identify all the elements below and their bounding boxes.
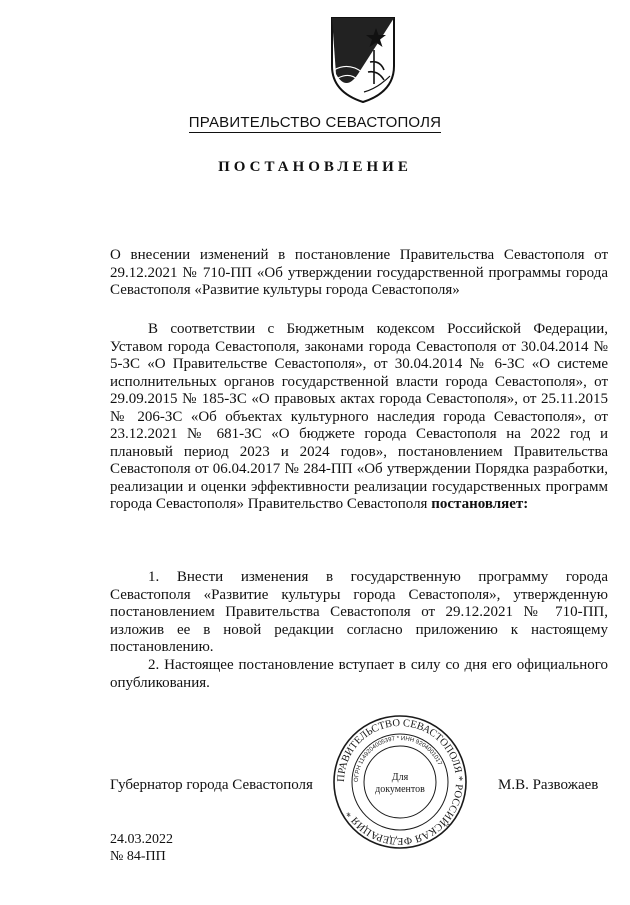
seal-center-line-1: Для [391,772,409,783]
document-date: 24.03.2022 [110,832,173,847]
seal-inner-text: ОГРН 1149204005397 * ИНН 9204001017 [353,735,443,783]
seal-outer-text: ПРАВИТЕЛЬСТВО СЕВАСТОПОЛЯ * РОССИЙСКАЯ ФЕДЕРАЦИЯ * [335,717,465,847]
document-subject: О внесении изменений в постановление Правительства Севастополя от 29.12.2021 № 710-ПП «Об утверждении государственной программы города Севастополя «Развитие культуры города Севастополя» [110,247,608,298]
clause-1: 1. Внести изменения в государственную программу города Севастополя «Развитие культуры города Севастополя», утвержденную постановлением Правительства Севастополя от 29.12.2021 № 710-ПП, изложив ее в новой редакции согласно приложению к настоящему постановлению. [110,569,608,655]
document-number: № 84-ПП [110,849,166,864]
document-footer [110,831,173,865]
clause-2: 2. Настоящее постановление вступает в силу со дня его официального опубликования. [110,657,608,691]
resolves-word: постановляет: [431,496,529,512]
seal-center-line-2: документов [375,784,425,795]
preamble-text: В соответствии с Бюджетным кодексом Российской Федерации, Уставом города Севастополя, законами города Севастополя от 30.04.2014 № 5-ЗС «О Правительстве Севастополя», от 30.04.2014 № 6-ЗС «О системе исполнительных органов государственной власти города Севастополя», от 29.09.2015 № 185-ЗС «О правовых актах города Севастополя», от 25.11.2015 № 206-ЗС «Об объектах культурного наследия города Севастополя», от 23.12.2021 № 681-ЗС «О бюджете города Севастополя на 2022 год и плановый период 2023 и 2024 годов», постановлением Правительства Севастополя от 06.04.2017 № 284-ПП «Об утверждении Порядка разработки, реализации и оценки эффективности реализации государственных программ города Севастополя» Правительство Севастополя [110,321,608,512]
document-type: ПОСТАНОВЛЕНИЕ [218,159,412,175]
preamble [110,321,608,514]
official-seal-icon [330,712,470,852]
signatory-name: М.В. Развожаев [498,777,599,793]
government-title: ПРАВИТЕЛЬСТВО СЕВАСТОПОЛЯ [188,114,442,131]
signatory-position: Губернатор города Севастополя [110,777,313,793]
sevastopol-coat-of-arms-icon [328,14,398,104]
